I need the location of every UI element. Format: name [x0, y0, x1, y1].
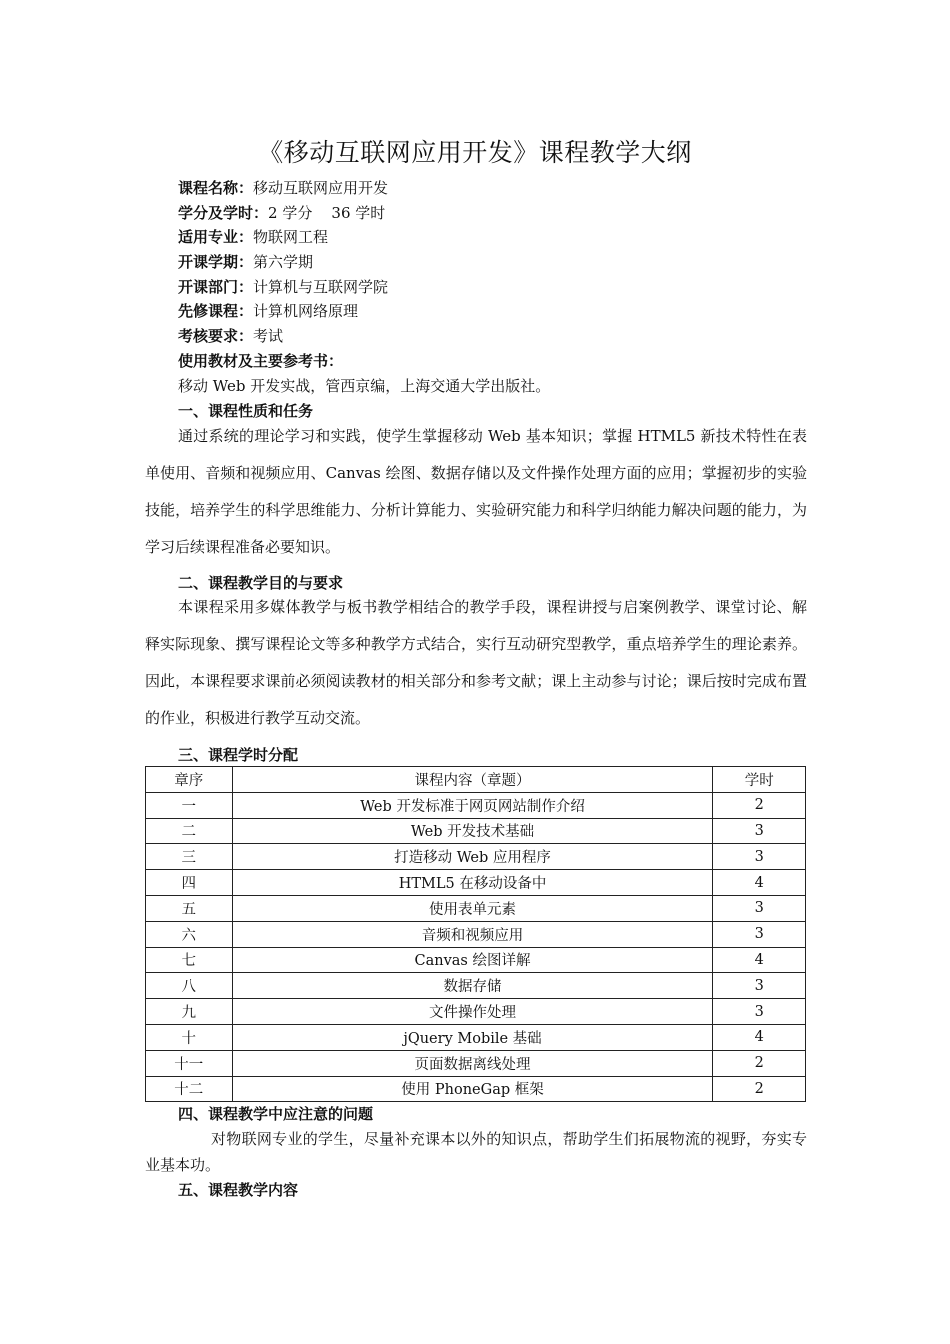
chapter-cell: 十二	[146, 1076, 233, 1102]
hours-cell: 4	[713, 947, 806, 973]
chapter-cell: 一	[146, 792, 233, 818]
content-cell: 数据存储	[232, 973, 713, 999]
content-cell: 使用表单元素	[232, 895, 713, 921]
content-cell: 页面数据离线处理	[232, 1050, 713, 1076]
course-name-label: 课程名称：	[178, 179, 254, 197]
hours-header: 学时	[713, 767, 806, 793]
content-cell: 音频和视频应用	[232, 921, 713, 947]
section-1-text: 通过系统的理论学习和实践，使学生掌握移动 Web 基本知识；掌握 HTML5 新技术特性在表单使用、音频和视频应用、Canvas 绘图、数据存储以及文件操作处理方面的应用；掌握初步的实验技能，培养学生的科学思维能力、分析计算能力、实验研究能力和科学归纳能力解决问题的能力，为学习后续课程准备必要知识。	[145, 427, 807, 556]
chapter-cell: 二	[146, 818, 233, 844]
table-row	[146, 895, 806, 921]
hours-cell: 4	[713, 1024, 806, 1050]
table-row	[146, 947, 806, 973]
prerequisite-value: 计算机网络原理	[253, 302, 359, 321]
hours-cell: 3	[713, 999, 806, 1025]
table-row	[146, 792, 806, 818]
document-title: 《移动互联网应用开发》课程教学大纲	[258, 138, 692, 167]
section-4-heading: 四、课程教学中应注意的问题	[178, 1105, 374, 1123]
chapter-cell: 五	[146, 895, 233, 921]
chapter-cell: 七	[146, 947, 233, 973]
semester-label: 开课学期：	[178, 253, 254, 272]
hours-cell: 3	[713, 844, 806, 870]
content-cell: 使用 PhoneGap 框架	[232, 1076, 713, 1102]
hours-cell: 2	[713, 1050, 806, 1076]
chapter-cell: 十一	[146, 1050, 233, 1076]
course-name-value: 移动互联网应用开发	[253, 179, 389, 197]
content-cell: Web 开发标准于网页网站制作介绍	[232, 792, 713, 818]
content-cell: jQuery Mobile 基础	[232, 1024, 713, 1050]
hours-cell: 3	[713, 818, 806, 844]
table-row	[146, 1024, 806, 1050]
table-row	[146, 844, 806, 870]
section-3-heading: 三、课程学时分配	[178, 746, 299, 764]
assessment-value: 考试	[253, 327, 284, 346]
credits-row	[178, 201, 388, 226]
table-row	[146, 870, 806, 896]
hours-cell: 2	[713, 792, 806, 818]
textbook-reference: 移动 Web 开发实战，管西京编，上海交通大学出版社。	[178, 377, 551, 395]
major-label: 适用专业：	[178, 228, 254, 247]
table-row	[146, 1050, 806, 1076]
department-label: 开课部门：	[178, 277, 254, 296]
semester-value: 第六学期	[253, 253, 314, 272]
hours-cell: 2	[713, 1076, 806, 1102]
hours-allocation-table	[145, 766, 806, 1102]
chapter-cell: 九	[146, 999, 233, 1025]
chapter-cell: 四	[146, 870, 233, 896]
content-cell: 文件操作处理	[232, 999, 713, 1025]
table-row	[146, 973, 806, 999]
chapter-cell: 八	[146, 973, 233, 999]
table-row	[146, 999, 806, 1025]
assessment-row	[178, 324, 388, 349]
chapter-header: 章序	[146, 767, 233, 793]
prerequisite-row	[178, 299, 388, 324]
assessment-label: 考核要求：	[178, 327, 254, 346]
content-cell: Web 开发技术基础	[232, 818, 713, 844]
hours-cell: 4	[713, 870, 806, 896]
table-row	[146, 921, 806, 947]
prerequisite-label: 先修课程：	[178, 302, 254, 321]
content-cell: HTML5 在移动设备中	[232, 870, 713, 896]
department-value: 计算机与互联网学院	[253, 277, 389, 296]
section-1-heading: 一、课程性质和任务	[178, 402, 314, 420]
table-row	[146, 818, 806, 844]
textbook-row	[178, 349, 388, 374]
content-header: 课程内容（章题）	[232, 767, 713, 793]
major-row	[178, 225, 388, 250]
credits-label: 学分及学时：	[178, 203, 269, 222]
section-5-heading: 五、课程教学内容	[178, 1181, 299, 1199]
course-info	[178, 176, 388, 374]
section-2-text: 本课程采用多媒体教学与板书教学相结合的教学手段，课程讲授与启案例教学、课堂讨论、解释实际现象、撰写课程论文等多种教学方式结合，实行互动研究型教学，重点培养学生的理论素养。因此，本课程要求课前必须阅读教材的相关部分和参考文献；课上主动参与讨论；课后按时完成布置的作业，积极进行教学互动交流。	[145, 598, 807, 727]
course-name-row	[178, 176, 388, 201]
chapter-cell: 三	[146, 844, 233, 870]
credits-value: 2 学分 36 学时	[268, 203, 386, 222]
content-cell: Canvas 绘图详解	[232, 947, 713, 973]
section-4-text: 对物联网专业的学生，尽量补充课本以外的知识点，帮助学生们拓展物流的视野，夯实专业基本功。	[145, 1130, 807, 1174]
chapter-cell: 六	[146, 921, 233, 947]
content-cell: 打造移动 Web 应用程序	[232, 844, 713, 870]
semester-row	[178, 250, 388, 275]
textbook-label: 使用教材及主要参考书：	[178, 351, 344, 370]
section-2-heading: 二、课程教学目的与要求	[178, 574, 344, 592]
chapter-cell: 十	[146, 1024, 233, 1050]
hours-cell: 3	[713, 973, 806, 999]
hours-cell: 3	[713, 895, 806, 921]
department-row	[178, 275, 388, 300]
major-value: 物联网工程	[253, 228, 329, 247]
hours-cell: 3	[713, 921, 806, 947]
table-row	[146, 1076, 806, 1102]
table-header-row	[146, 767, 806, 793]
